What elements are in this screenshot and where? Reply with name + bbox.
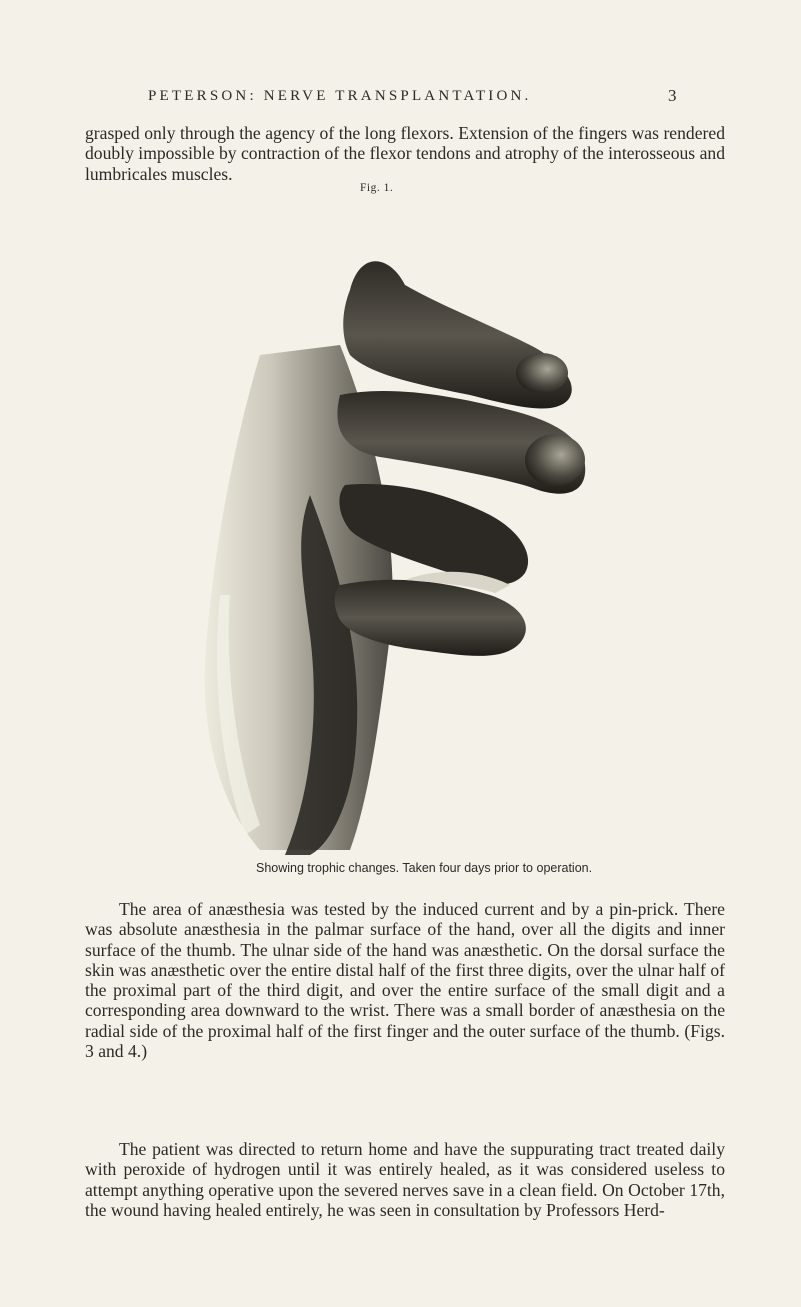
figure-caption: Showing trophic changes. Taken four days prior to operation. — [256, 861, 593, 875]
paragraph-1: grasped only through the agency of the long flexors. Extension of the fingers was rendered doubly impossible by contraction of the flexor tendons and atrophy of the interosseous and lumbricales muscles. — [85, 123, 725, 184]
page-number: 3 — [668, 86, 677, 105]
paragraph-3: The patient was directed to return home and have the suppurating tract treated daily with peroxide of hydrogen until it was entirely healed, as it was considered useless to attempt anything operative upon the severed nerves save in a clean field. On October 17th, the wound having healed entirely, he was seen in consultation by Professors Herd- — [85, 1139, 725, 1220]
paragraph-2: The area of anæsthesia was tested by the induced current and by a pin-prick. There was absolute anæsthesia in the palmar surface of the hand, over all the digits and inner surface of the thumb. The ulnar side of the hand was anæsthetic. On the dorsal surface the skin was anæsthetic over the entire distal half of the first three digits, over the ulnar half of the proximal part of the third digit, and over the entire surface of the small digit and a corresponding area downward to the wrist. There was a small border of anæsthesia on the radial side of the proximal half of the first finger and the outer surface of the thumb. (Figs. 3 and 4.) — [85, 899, 725, 1062]
figure-label: Fig. 1. — [360, 182, 394, 194]
running-title: PETERSON: NERVE TRANSPLANTATION. — [148, 88, 532, 104]
hand-photograph — [190, 195, 610, 855]
